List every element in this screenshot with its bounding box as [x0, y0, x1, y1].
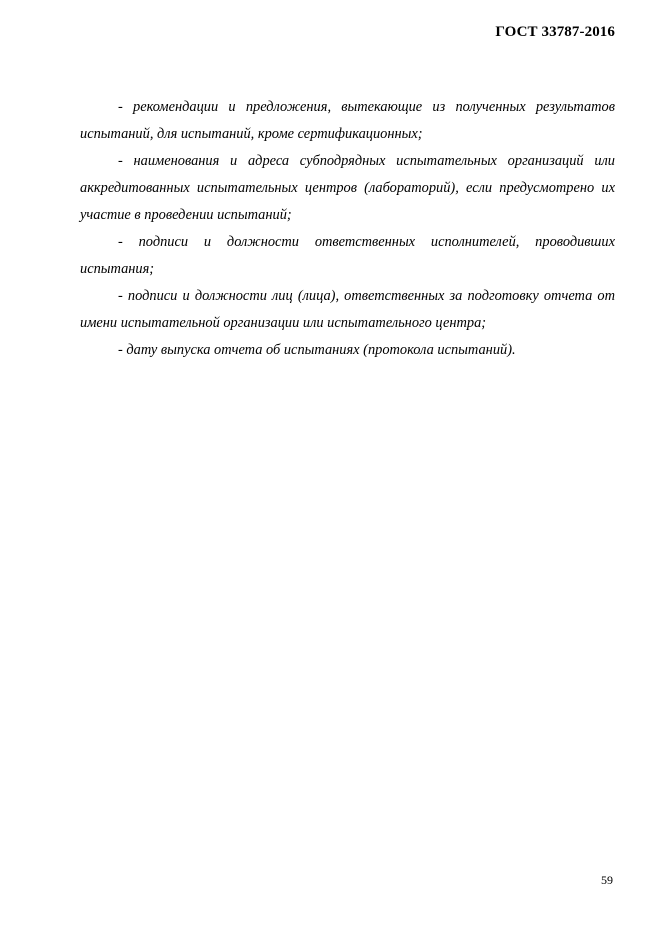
document-body	[80, 94, 615, 364]
list-item-responsible-signatures: - подписи и должности лиц (лица), ответственных за подготовку отчета от имени испытательной организации или испытательного центра;	[80, 288, 615, 331]
page-number: 59	[601, 873, 613, 887]
list-item-subcontractors: - наименования и адреса субподрядных испытательных организаций или аккредитованных испытательных центров (лабораторий), если предусмотрено их участие в проведении испытаний;	[80, 153, 615, 223]
list-item-executor-signatures: - подписи и должности ответственных исполнителей, проводивших испытания;	[80, 234, 615, 277]
list-item-report-date: - дату выпуска отчета об испытаниях (протокола испытаний).	[118, 342, 516, 358]
list-item-recommendations: - рекомендации и предложения, вытекающие из полученных результатов испытаний, для испытаний, кроме сертификационных;	[80, 99, 615, 142]
document-code: ГОСТ 33787-2016	[495, 24, 615, 40]
